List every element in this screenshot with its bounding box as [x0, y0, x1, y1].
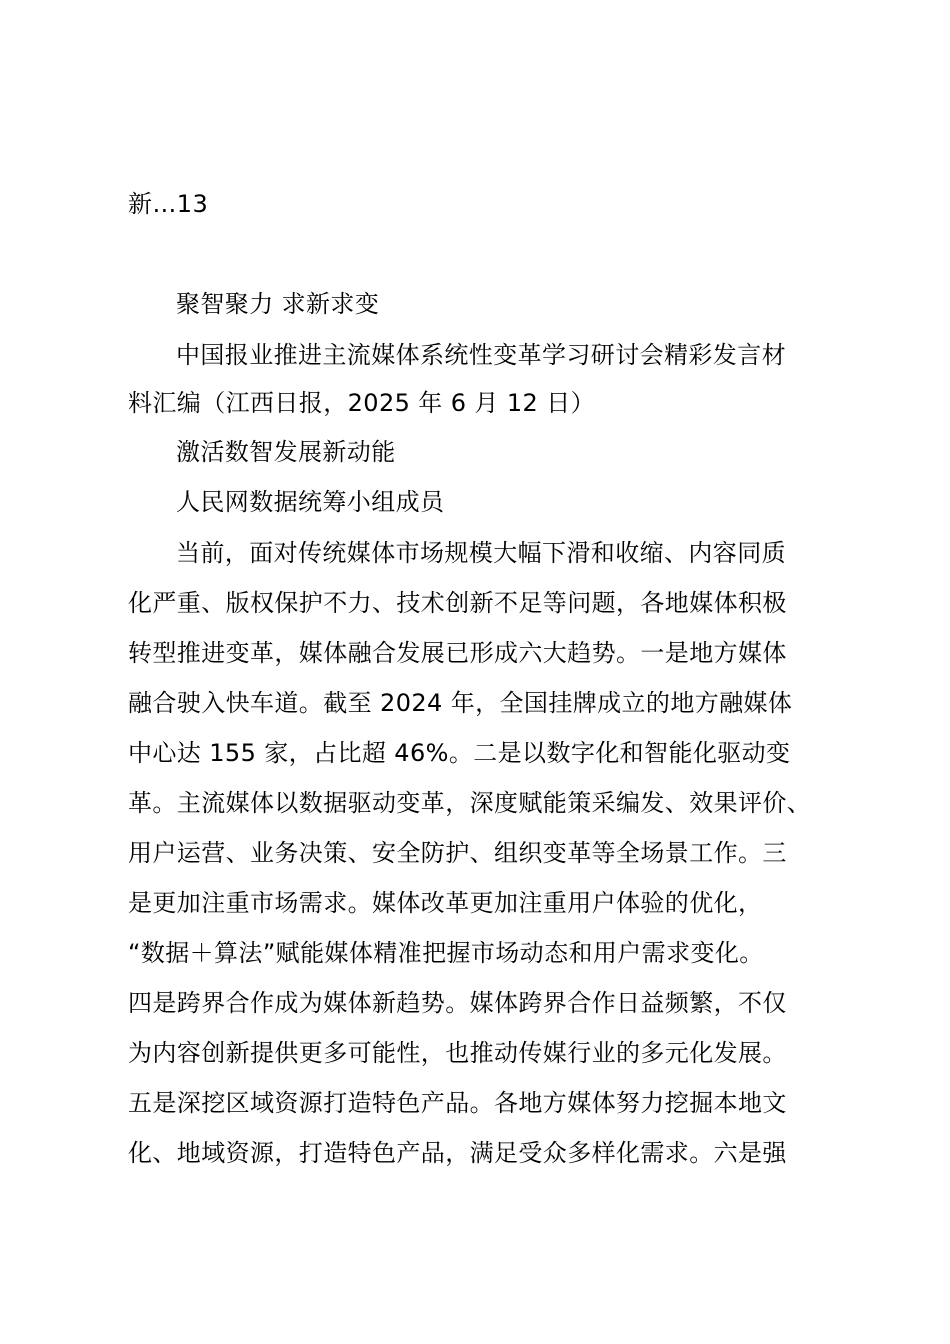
- source-line-continued: 料汇编（江西日报，2025 年 6 月 12 日）: [128, 389, 596, 417]
- body-text-line: 融合驶入快车道。截至 2024 年，全国挂牌成立的地方融媒体: [128, 689, 793, 717]
- body-text-line: 当前，面对传统媒体市场规模大幅下滑和收缩、内容同质: [176, 539, 786, 567]
- body-text-line: 化、地域资源，打造特色产品，满足受众多样化需求。六是强: [128, 1139, 787, 1167]
- section-heading: 聚智聚力 求新求变: [176, 290, 380, 318]
- article-title: 激活数智发展新动能: [176, 438, 396, 466]
- body-text-line: 用户运营、业务决策、安全防护、组织变革等全场景工作。三: [128, 839, 787, 867]
- body-text-line: 中心达 155 家，占比超 46%。二是以数字化和智能化驱动变: [128, 739, 791, 767]
- body-text-line: 四是跨界合作成为媒体新趋势。媒体跨界合作日益频繁，不仅: [128, 989, 787, 1017]
- body-text-line: 转型推进变革，媒体融合发展已形成六大趋势。一是地方媒体: [128, 639, 787, 667]
- body-text-line: 革。主流媒体以数据驱动变革，深度赋能策采编发、效果评价、: [128, 789, 812, 817]
- body-text-line: 化严重、版权保护不力、技术创新不足等问题，各地媒体积极: [128, 589, 787, 617]
- body-text-line: 为内容创新提供更多可能性，也推动传媒行业的多元化发展。: [128, 1039, 787, 1067]
- toc-fragment: 新…13: [128, 190, 209, 218]
- body-text-line: 是更加注重市场需求。媒体改革更加注重用户体验的优化，: [128, 889, 763, 917]
- body-text-line: 五是深挖区域资源打造特色产品。各地方媒体努力挖掘本地文: [128, 1089, 787, 1117]
- article-author: 人民网数据统筹小组成员: [176, 488, 445, 516]
- body-text-line: “数据＋算法”赋能媒体精准把握市场动态和用户需求变化。: [128, 939, 764, 967]
- source-line: 中国报业推进主流媒体系统性变革学习研讨会精彩发言材: [176, 341, 786, 369]
